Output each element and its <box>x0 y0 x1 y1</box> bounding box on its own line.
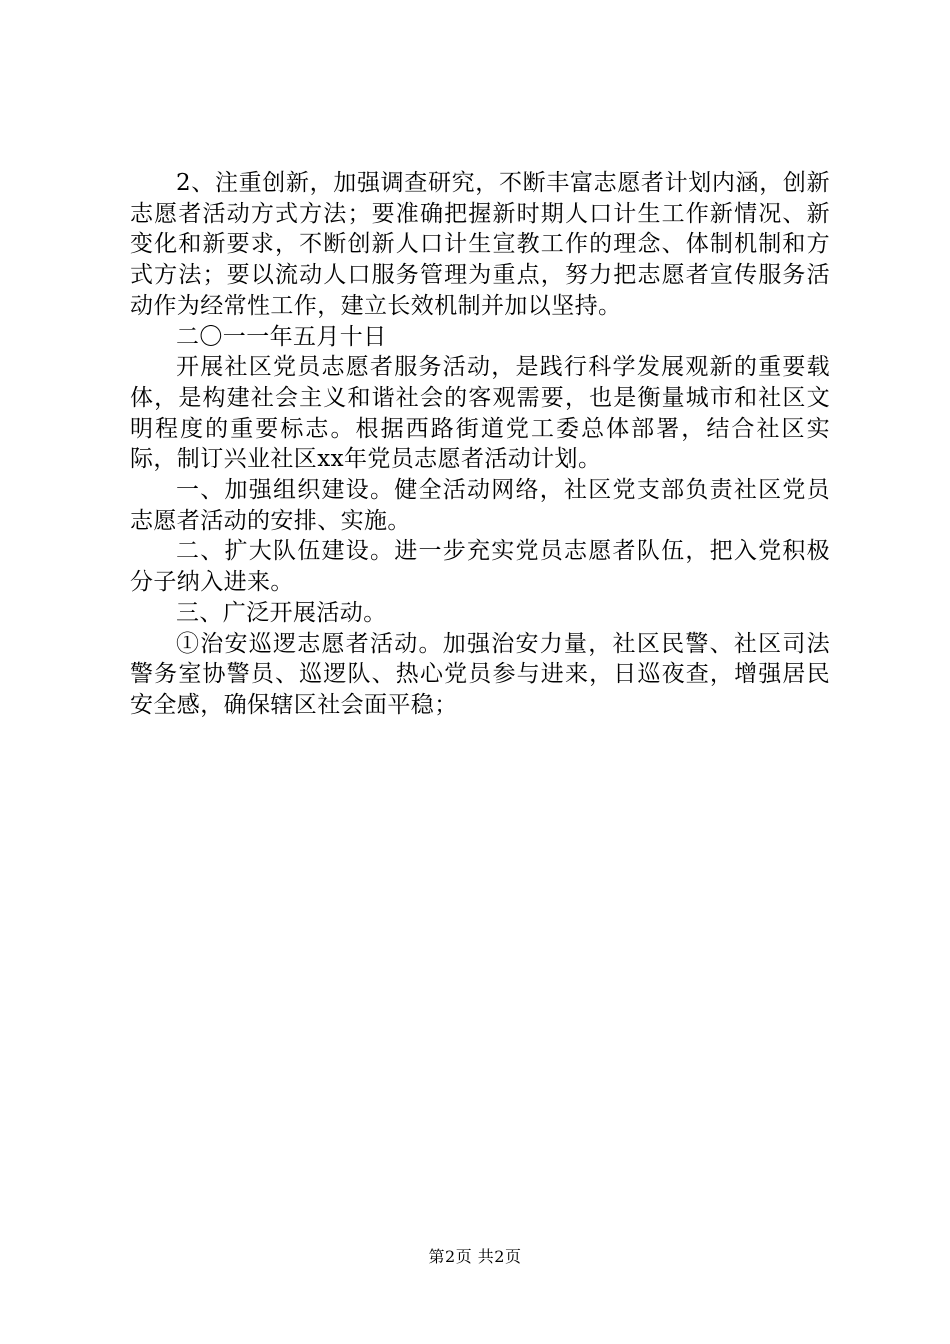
paragraph-section-one: 一、加强组织建设。健全活动网络，社区党支部负责社区党员志愿者活动的安排、实施。 <box>130 477 830 534</box>
paragraph-section-three: 三、广泛开展活动。 <box>176 599 387 626</box>
paragraph-date: 二〇一一年五月十日 <box>176 323 387 350</box>
paragraph-patrol: ①治安巡逻志愿者活动。加强治安力量，社区民警、社区司法警务室协警员、巡逻队、热心党员参与进来，日巡夜查，增强居民安全感，确保辖区社会面平稳； <box>130 630 830 718</box>
document-body <box>130 168 830 721</box>
paragraph-innovation: 2、注重创新，加强调查研究，不断丰富志愿者计划内涵，创新志愿者活动方式方法；要准确把握新时期人口计生工作新情况、新变化和新要求，不断创新人口计生宣教工作的理念、体制机制和方式方法；要以流动人口服务管理为重点，努力把志愿者宣传服务活动作为经常性工作，建立长效机制并加以坚持。 <box>130 170 830 319</box>
page-number-footer: 第2页 共2页 <box>428 1247 522 1266</box>
paragraph-intro: 开展社区党员志愿者服务活动，是践行科学发展观新的重要载体，是构建社会主义和谐社会的客观需要，也是衡量城市和社区文明程度的重要标志。根据西路街道党工委总体部署，结合社区实际，制订兴业社区xx年党员志愿者活动计划。 <box>130 354 830 473</box>
paragraph-section-two: 二、扩大队伍建设。进一步充实党员志愿者队伍，把入党积极分子纳入进来。 <box>130 538 830 596</box>
